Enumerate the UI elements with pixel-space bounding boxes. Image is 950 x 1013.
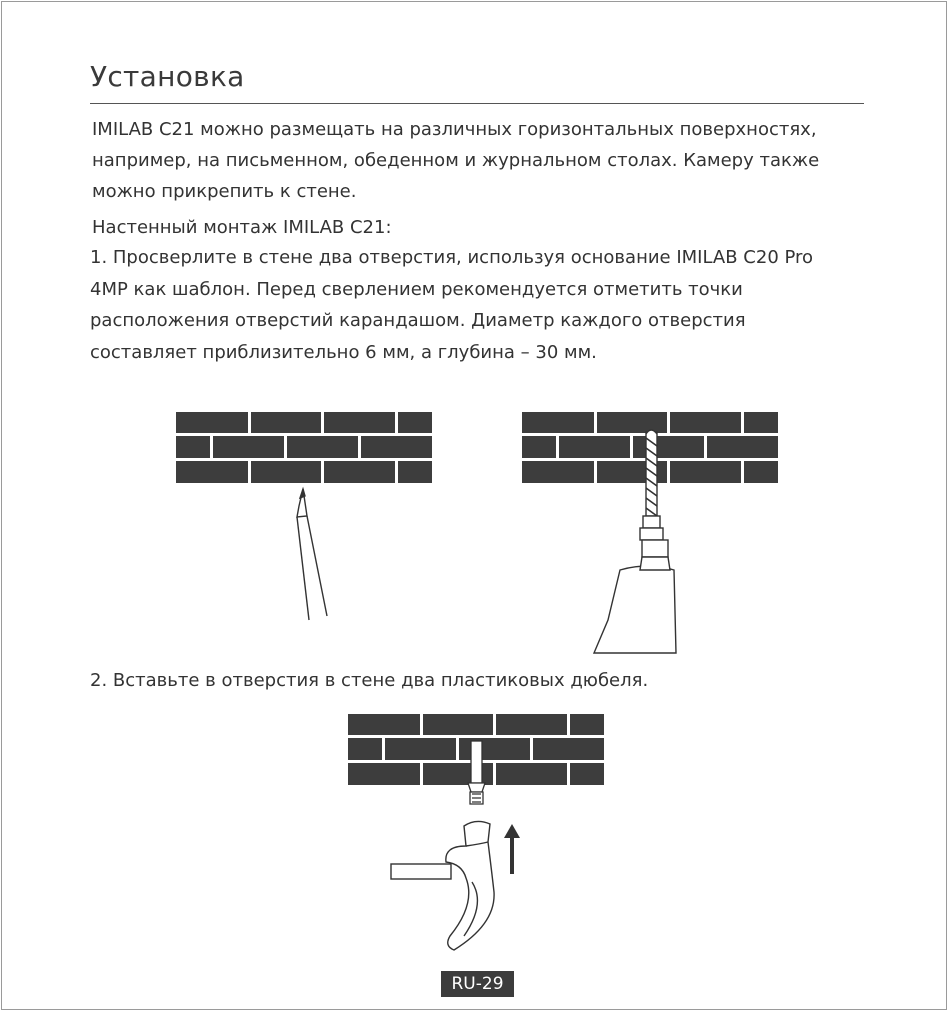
page-title: Установка [90, 60, 245, 93]
brick-wall [176, 412, 432, 483]
page-number: RU-29 [441, 971, 514, 997]
step1-line: 4MP как шаблон. Перед сверлением рекомендуется отметить точки [90, 278, 743, 300]
step1-line: 1. Просверлите в стене два отверстия, используя основание IMILAB C20 Pro [90, 247, 814, 268]
step1-line: составляет приблизительно 6 мм, а глубина – 30 мм. [90, 341, 597, 363]
up-arrow-icon [504, 824, 520, 874]
wall-plug-illustration [346, 714, 608, 954]
step1-line: расположения отверстий карандашом. Диаметр каждого отверстия [90, 310, 746, 331]
intro-line: например, на письменном, обеденном и журнальном столах. Камеру также [92, 150, 820, 171]
hammer-icon [391, 821, 494, 950]
drilling-illustration [520, 412, 782, 657]
pencil-icon [297, 489, 327, 620]
pencil-marking-illustration [174, 412, 436, 622]
wall-mount-heading: Настенный монтаж IMILAB C21: [92, 217, 392, 238]
title-divider [90, 103, 864, 104]
page [1, 1, 947, 1010]
intro-line: IMILAB C21 можно размещать на различных горизонтальных поверхностях, [92, 119, 817, 140]
wall-plug-icon [468, 741, 485, 804]
intro-line: можно прикрепить к стене. [92, 181, 357, 202]
step1-paragraph [90, 242, 813, 368]
intro-paragraph [92, 114, 819, 207]
step2-text: 2. Вставьте в отверстия в стене два пластиковых дюбеля. [90, 670, 649, 691]
